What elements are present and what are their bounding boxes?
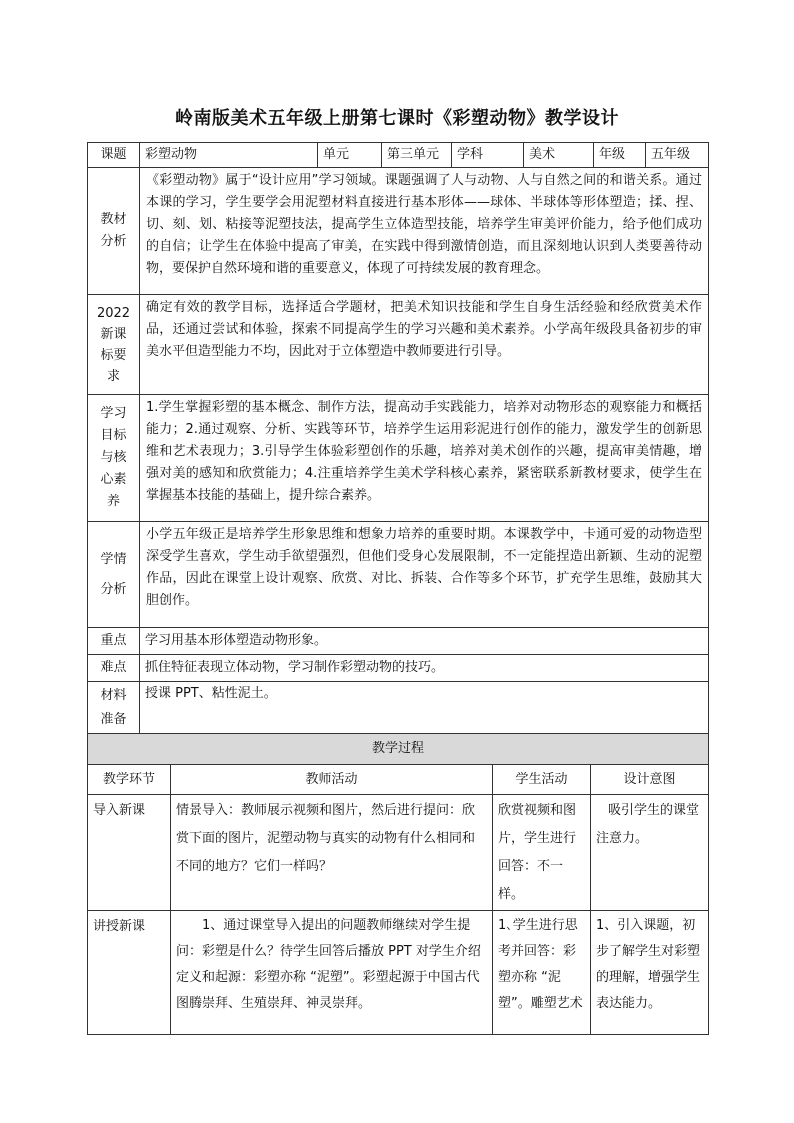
- learner-analysis-text: 小学五年级正是培养学生形象思维和想象力培养的重要时期。本课教学中，卡通可爱的动物造型深受学生喜欢，学生动手欲望强烈，但他们受身心发展限制，不一定能捏造出新颖、生动的泥塑作品，因此在课堂上设计观察、欣赏、对比、拆装、合作等多个环节，扩充学生思维，鼓励其大胆创作。: [140, 522, 709, 628]
- textbook-analysis-row: [88, 168, 709, 295]
- subject-value: 美术: [524, 143, 594, 168]
- process-header-row: [88, 765, 709, 795]
- table-row: [88, 911, 709, 1035]
- curriculum-standard-row: [88, 295, 709, 395]
- textbook-analysis-text: 《彩塑动物》属于“设计应用”学习领域。课题强调了人与动物、人与自然之间的和谐关系。通过本课的学习，学生要学会用泥塑材料直接进行基本形体——球体、半球体等形体塑造；揉、捏、切、刻、划、粘接等泥塑技法，提高学生立体造型技能，培养学生审美评价能力，给予他们成功的自信；让学生在体验中提高了审美，在实践中得到激情创造，而且深刻地认识到人类要善待动物，要保护自然环境和谐的重要意义，体现了可持续发展的教育理念。: [140, 168, 709, 295]
- learning-goals-label: 学习 目标 与核 心素 养: [88, 395, 140, 522]
- difficulty-row: [88, 655, 709, 682]
- teacher-activity-cell: 1、通过课堂导入提出的问题教师继续对学生提问：彩塑是什么？待学生回答后播放 PPT 对学生介绍定义和起源：彩塑亦称 “泥塑”。彩塑起源于中国古代图腾崇拜、生殖崇拜、神灵崇拜。: [171, 911, 493, 1035]
- header-row: [88, 143, 709, 168]
- learner-analysis-label: 学情 分析: [88, 522, 140, 628]
- lesson-value: 彩塑动物: [140, 143, 318, 168]
- learning-goals-text: 1.学生掌握彩塑的基本概念、制作方法，提高动手实践能力，培养对动物形态的观察能力和概括能力；2.通过观察、分析、实践等环节，培养学生运用彩泥进行创作的能力，激发学生的创新思维和艺术表现力；3.引导学生体验彩塑创作的乐趣，培养对美术创作的兴趣，提高审美情趣，增强对美的感知和欣赏能力；4.注重培养学生美术学科核心素养，紧密联系新教材要求，使学生在掌握基本技能的基础上，提升综合素养。: [140, 395, 709, 522]
- stage-cell: 导入新课: [88, 795, 171, 911]
- col-teacher-header: 教师活动: [171, 765, 493, 795]
- curriculum-standard-label: 2022 新课 标要 求: [88, 295, 140, 395]
- col-student-header: 学生活动: [493, 765, 591, 795]
- grade-label: 年级: [594, 143, 646, 168]
- col-intent-header: 设计意图: [591, 765, 709, 795]
- process-band-row: [88, 734, 709, 765]
- key-point-row: [88, 628, 709, 655]
- materials-row: [88, 682, 709, 734]
- difficulty-text: 抓住特征表现立体动物，学习制作彩塑动物的技巧。: [140, 655, 709, 682]
- process-band-label: 教学过程: [88, 734, 709, 765]
- learner-analysis-row: [88, 522, 709, 628]
- design-intent-cell: 1、引入课题，初步了解学生对彩塑的理解，增强学生表达能力。: [591, 911, 709, 1035]
- materials-text: 授课 PPT、粘性泥土。: [140, 682, 709, 734]
- curriculum-standard-text: 确定有效的教学目标，选择适合学题材，把美术知识技能和学生自身生活经验和经欣赏美术作品，还通过尝试和体验，探索不同提高学生的学习兴趣和美术素养。小学高年级段具备初步的审美水平但造型能力不均，因此对于立体塑造中教师要进行引导。: [140, 295, 709, 395]
- lesson-label: 课题: [88, 143, 140, 168]
- table-row: [88, 795, 709, 911]
- difficulty-label: 难点: [88, 655, 140, 682]
- textbook-analysis-label: 教材 分析: [88, 168, 140, 295]
- col-stage-header: 教学环节: [88, 765, 171, 795]
- key-point-label: 重点: [88, 628, 140, 655]
- learning-goals-row: [88, 395, 709, 522]
- student-activity-cell: 欣赏视频和图片，学生进行回答：不一样。: [493, 795, 591, 911]
- student-activity-cell: 1､学生进行思考并回答：彩塑亦称 “泥塑”。雕塑艺术: [493, 911, 591, 1035]
- materials-label: 材料 准备: [88, 682, 140, 734]
- key-point-text: 学习用基本形体塑造动物形象。: [140, 628, 709, 655]
- teaching-process-table: [87, 733, 709, 1035]
- design-intent-cell: 吸引学生的课堂注意力。: [591, 795, 709, 911]
- page-title: 岭南版美术五年级上册第七课时《彩塑动物》教学设计: [175, 108, 619, 129]
- unit-value: 第三单元: [382, 143, 452, 168]
- lesson-info-table: [87, 142, 709, 734]
- unit-label: 单元: [318, 143, 382, 168]
- subject-label: 学科: [452, 143, 524, 168]
- grade-value: 五年级: [646, 143, 709, 168]
- teacher-activity-cell: 情景导入：教师展示视频和图片，然后进行提问：欣赏下面的图片，泥塑动物与真实的动物有什么相同和不同的地方？它们一样吗？: [171, 795, 493, 911]
- stage-cell: 讲授新课: [88, 911, 171, 1035]
